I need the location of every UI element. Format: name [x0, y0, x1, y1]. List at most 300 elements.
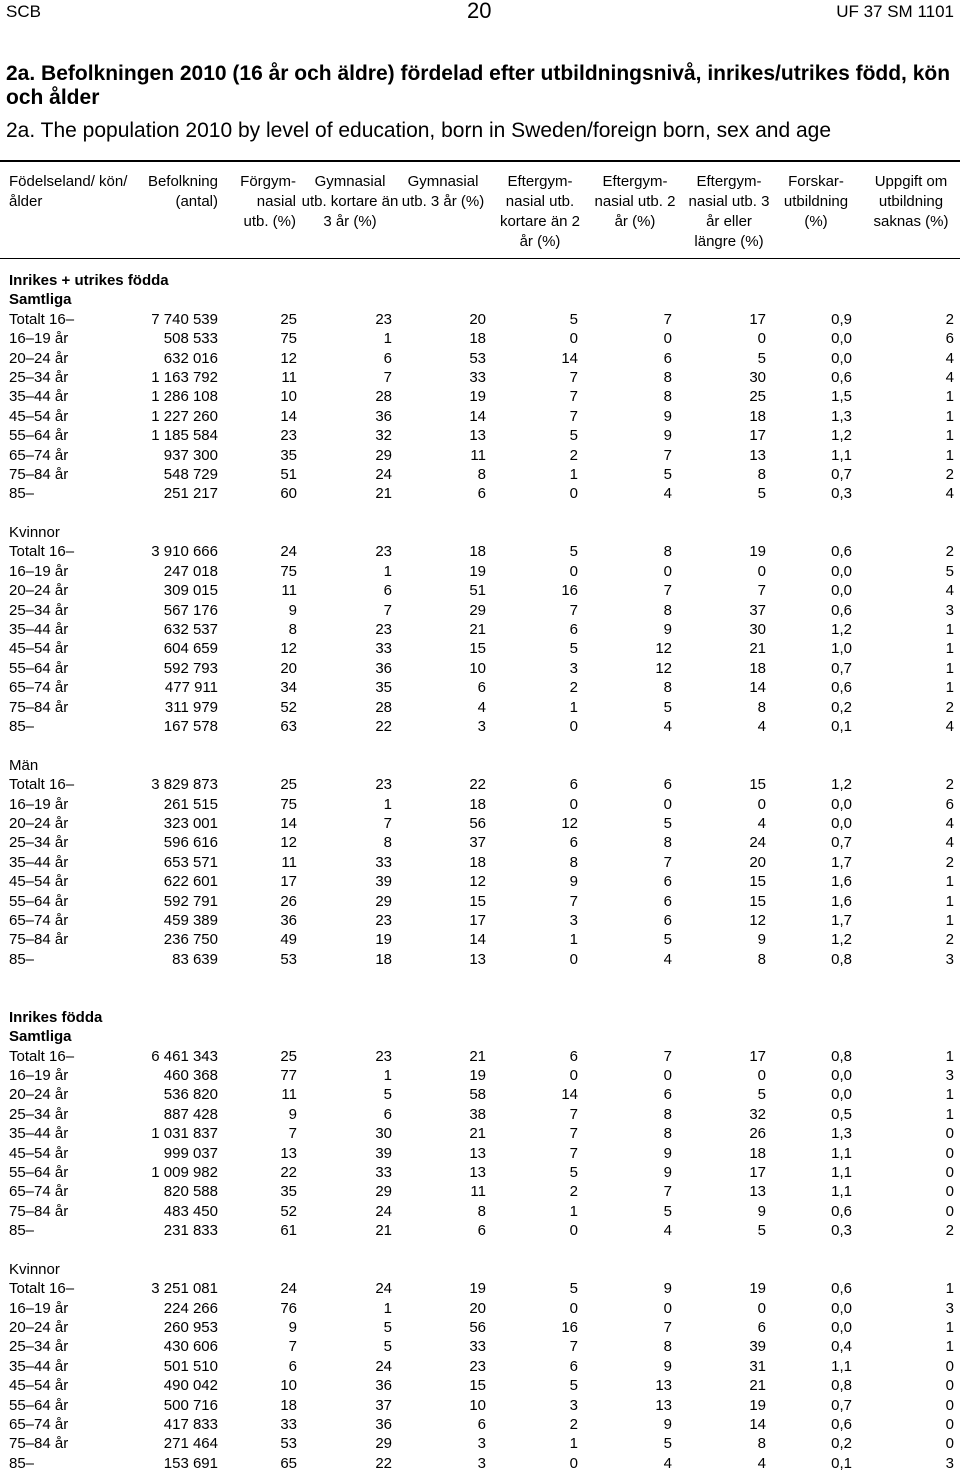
row-label: 45–54 år [9, 1144, 69, 1162]
table-cell: 32 [375, 427, 392, 445]
table-cell: 17 [749, 427, 766, 445]
table-cell: 19 [469, 388, 486, 406]
row-label: 75–84 år [9, 931, 69, 949]
table-cell: 10 [280, 1377, 297, 1395]
table-cell: 0 [945, 1396, 954, 1414]
col-header-upper-sec-3y: Gymnasial utb. 3 år (%) [401, 173, 485, 210]
table-cell: 12 [561, 814, 578, 832]
table-cell: 20 [469, 1299, 486, 1317]
table-cell: 0,6 [831, 1416, 852, 1434]
table-cell: 0 [945, 1357, 954, 1375]
table-cell: 0,0 [831, 582, 852, 600]
table-cell: 309 015 [163, 582, 218, 600]
table-cell: 17 [749, 1047, 766, 1065]
table-cell: 0,3 [831, 1222, 852, 1240]
table-cell: 2 [569, 679, 578, 697]
row-label: 25–34 år [9, 368, 69, 386]
table-cell: 1 [383, 1067, 392, 1085]
table-cell: 3 [569, 659, 578, 677]
table-cell: 11 [281, 582, 297, 600]
table-row [0, 678, 960, 697]
table-cell: 32 [749, 1105, 766, 1123]
table-cell: 21 [469, 621, 486, 639]
table-cell: 7 [569, 1144, 578, 1162]
table-cell: 20 [749, 853, 766, 871]
row-label: 35–44 år [9, 1357, 69, 1375]
table-cell: 1 [945, 427, 954, 445]
col-header-compulsory: Förgym- nasial utb. (%) [240, 173, 296, 230]
table-cell: 75 [280, 562, 297, 580]
table-cell: 5 [569, 1377, 578, 1395]
table-cell: 18 [375, 950, 392, 968]
table-cell: 16 [561, 1319, 578, 1337]
header-top-rule [0, 160, 960, 162]
table-cell: 2 [945, 931, 954, 949]
row-label: 55–64 år [9, 427, 69, 445]
row-label: 45–54 år [9, 407, 69, 425]
table-cell: 20 [469, 310, 486, 328]
table-row [0, 1454, 960, 1473]
table-cell: 26 [749, 1125, 766, 1143]
table-cell: 0 [569, 1222, 578, 1240]
table-cell: 0,7 [831, 465, 852, 483]
table-cell: 323 001 [163, 814, 218, 832]
table-cell: 311 979 [164, 698, 218, 716]
col-header-post-sec-short: Eftergym- nasial utb. kortare än 2 år (%) [499, 173, 581, 250]
table-cell: 1,2 [831, 621, 852, 639]
table-row [0, 601, 960, 620]
row-label: 85– [9, 1454, 35, 1472]
table-cell: 417 833 [163, 1416, 218, 1434]
table-cell: 6 [477, 1416, 486, 1434]
subgroup-heading: Samtliga [9, 291, 72, 309]
table-cell: 8 [477, 465, 486, 483]
table-cell: 23 [375, 543, 392, 561]
table-cell: 4 [945, 834, 954, 852]
table-cell: 1 [383, 562, 392, 580]
table-cell: 16 [561, 582, 578, 600]
table-row [0, 465, 960, 484]
table-cell: 1,6 [831, 892, 852, 910]
table-cell: 1 [569, 1435, 578, 1453]
table-cell: 5 [663, 814, 672, 832]
table-cell: 3 [477, 717, 486, 735]
table-cell: 4 [663, 1222, 672, 1240]
table-row [0, 484, 960, 503]
table-cell: 56 [469, 1319, 486, 1337]
table-cell: 3 [945, 1067, 954, 1085]
row-label: 35–44 år [9, 388, 69, 406]
table-row [0, 620, 960, 639]
table-cell: 77 [280, 1067, 297, 1085]
table-cell: 21 [469, 1125, 486, 1143]
table-cell: 37 [469, 834, 486, 852]
table-cell: 6 [477, 679, 486, 697]
table-cell: 2 [569, 1183, 578, 1201]
table-row [0, 1085, 960, 1104]
table-cell: 33 [469, 1338, 486, 1356]
row-label: 20–24 år [9, 582, 69, 600]
table-cell: 8 [663, 834, 672, 852]
table-cell: 5 [757, 1086, 766, 1104]
table-row [0, 1434, 960, 1453]
table-cell: 23 [375, 1047, 392, 1065]
table-cell: 23 [375, 776, 392, 794]
page-number: 20 [467, 0, 492, 23]
table-cell: 2 [945, 310, 954, 328]
table-cell: 24 [375, 1280, 392, 1298]
table-cell: 3 [945, 1299, 954, 1317]
table-cell: 5 [569, 427, 578, 445]
table-cell: 1 [945, 446, 954, 464]
table-cell: 0,3 [831, 485, 852, 503]
row-label: 55–64 år [9, 1396, 69, 1414]
table-cell: 4 [945, 485, 954, 503]
row-label: 16–19 år [9, 795, 69, 813]
table-cell: 10 [280, 388, 297, 406]
table-cell: 5 [383, 1086, 392, 1104]
table-cell: 0 [945, 1183, 954, 1201]
row-label: 65–74 år [9, 446, 69, 464]
table-cell: 2 [569, 1416, 578, 1434]
table-cell: 4 [477, 698, 486, 716]
table-cell: 17 [749, 1163, 766, 1181]
table-cell: 0,6 [831, 543, 852, 561]
table-cell: 0,9 [831, 310, 852, 328]
table-cell: 167 578 [163, 717, 218, 735]
table-cell: 29 [375, 1183, 392, 1201]
table-cell: 15 [749, 873, 766, 891]
table-cell: 592 793 [163, 659, 218, 677]
table-cell: 937 300 [163, 446, 218, 464]
table-cell: 0,0 [831, 1299, 852, 1317]
table-cell: 8 [288, 621, 297, 639]
table-cell: 6 [569, 621, 578, 639]
table-cell: 820 588 [163, 1183, 218, 1201]
row-label: 25–34 år [9, 601, 69, 619]
table-cell: 1,1 [831, 1144, 852, 1162]
table-cell: 9 [757, 931, 766, 949]
table-cell: 3 [477, 1454, 486, 1472]
table-row [0, 698, 960, 717]
table-cell: 18 [469, 330, 486, 348]
table-cell: 0 [757, 1299, 766, 1317]
table-cell: 29 [469, 601, 486, 619]
row-label: 65–74 år [9, 1183, 69, 1201]
table-cell: 24 [375, 1202, 392, 1220]
row-label: 35–44 år [9, 853, 69, 871]
table-cell: 6 [757, 1319, 766, 1337]
table-cell: 6 [569, 1357, 578, 1375]
table-cell: 39 [375, 873, 392, 891]
table-cell: 247 018 [163, 562, 218, 580]
row-label: 75–84 år [9, 465, 69, 483]
row-label: 85– [9, 485, 35, 503]
row-label: 45–54 år [9, 1377, 69, 1395]
table-cell: 0 [945, 1144, 954, 1162]
table-cell: 39 [375, 1144, 392, 1162]
table-cell: 51 [469, 582, 486, 600]
table-cell: 33 [375, 1163, 392, 1181]
table-cell: 7 [288, 1125, 297, 1143]
row-label: 65–74 år [9, 679, 69, 697]
table-cell: 4 [663, 485, 672, 503]
table-cell: 4 [945, 349, 954, 367]
table-cell: 15 [469, 1377, 486, 1395]
table-cell: 23 [375, 310, 392, 328]
table-cell: 75 [280, 795, 297, 813]
col-header-post-sec-2y: Eftergym- nasial utb. 2 år (%) [594, 173, 676, 230]
table-cell: 1,1 [831, 1163, 852, 1181]
table-cell: 36 [375, 1377, 392, 1395]
table-row [0, 368, 960, 387]
table-cell: 9 [663, 427, 672, 445]
table-cell: 35 [375, 679, 392, 697]
table-cell: 19 [375, 931, 392, 949]
column-headers [0, 172, 960, 258]
table-cell: 6 [945, 330, 954, 348]
table-cell: 14 [469, 407, 486, 425]
table-cell: 34 [280, 679, 297, 697]
table-cell: 13 [655, 1396, 672, 1414]
table-cell: 17 [469, 911, 486, 929]
group-heading: Inrikes + utrikes födda [9, 272, 169, 289]
table-cell: 508 533 [163, 330, 218, 348]
table-row [0, 426, 960, 445]
table-cell: 5 [663, 698, 672, 716]
table-cell: 37 [375, 1396, 392, 1414]
table-cell: 548 729 [163, 465, 218, 483]
table-cell: 1,2 [831, 427, 852, 445]
row-label: 20–24 år [9, 349, 69, 367]
table-cell: 3 910 666 [151, 543, 218, 561]
table-cell: 5 [383, 1338, 392, 1356]
table-cell: 26 [280, 892, 297, 910]
table-cell: 0,6 [831, 368, 852, 386]
table-cell: 8 [757, 1435, 766, 1453]
table-cell: 6 [663, 1086, 672, 1104]
table-cell: 21 [375, 485, 392, 503]
table-cell: 18 [469, 853, 486, 871]
table-cell: 4 [945, 717, 954, 735]
table-cell: 60 [280, 485, 297, 503]
table-cell: 632 537 [163, 621, 218, 639]
section-spacer [0, 504, 960, 523]
row-label: Totalt 16– [9, 1047, 75, 1065]
table-row [0, 1299, 960, 1318]
table-cell: 33 [469, 368, 486, 386]
table-cell: 4 [757, 814, 766, 832]
table-cell: 23 [280, 427, 297, 445]
table-row [0, 1318, 960, 1337]
table-row [0, 1144, 960, 1163]
table-cell: 460 368 [163, 1067, 218, 1085]
table-cell: 596 616 [163, 834, 218, 852]
table-cell: 3 829 873 [151, 776, 218, 794]
table-cell: 17 [749, 310, 766, 328]
table-cell: 6 [663, 892, 672, 910]
table-row [0, 717, 960, 736]
table-cell: 14 [280, 814, 297, 832]
row-label: 20–24 år [9, 814, 69, 832]
table-cell: 58 [469, 1086, 486, 1104]
table-cell: 261 515 [163, 795, 218, 813]
table-cell: 30 [749, 621, 766, 639]
table-cell: 19 [469, 1067, 486, 1085]
row-label: Totalt 16– [9, 310, 75, 328]
table-cell: 7 [383, 814, 392, 832]
table-cell: 6 [663, 349, 672, 367]
table-cell: 271 464 [163, 1435, 218, 1453]
table-cell: 0,1 [831, 717, 852, 735]
table-cell: 6 [569, 776, 578, 794]
table-cell: 7 [663, 1047, 672, 1065]
table-cell: 9 [663, 1144, 672, 1162]
row-label: 55–64 år [9, 1163, 69, 1181]
table-cell: 1,2 [831, 931, 852, 949]
table-cell: 21 [749, 640, 766, 658]
row-label: 25–34 år [9, 1338, 69, 1356]
table-row [0, 407, 960, 426]
table-cell: 14 [561, 349, 578, 367]
table-cell: 1 [945, 911, 954, 929]
table-cell: 24 [280, 543, 297, 561]
table-cell: 5 [757, 349, 766, 367]
table-cell: 75 [280, 330, 297, 348]
table-row [0, 1105, 960, 1124]
table-cell: 39 [749, 1338, 766, 1356]
table-cell: 6 [288, 1357, 297, 1375]
table-cell: 1 [945, 1105, 954, 1123]
table-cell: 61 [280, 1222, 297, 1240]
row-label: 16–19 år [9, 562, 69, 580]
table-cell: 7 [569, 407, 578, 425]
table-cell: 76 [280, 1299, 297, 1317]
table-cell: 7 [569, 1105, 578, 1123]
table-cell: 3 [945, 1454, 954, 1472]
table-cell: 6 [569, 834, 578, 852]
table-cell: 56 [469, 814, 486, 832]
table-cell: 12 [280, 640, 297, 658]
table-row [0, 1357, 960, 1376]
table-cell: 24 [280, 1280, 297, 1298]
table-cell: 7 [757, 582, 766, 600]
table-cell: 5 [383, 1319, 392, 1337]
table-cell: 3 [569, 1396, 578, 1414]
table-cell: 5 [569, 310, 578, 328]
table-cell: 0 [663, 1299, 672, 1317]
table-cell: 9 [663, 1416, 672, 1434]
table-cell: 0 [945, 1125, 954, 1143]
row-label: 85– [9, 717, 35, 735]
table-cell: 6 461 343 [151, 1047, 218, 1065]
row-label: 55–64 år [9, 892, 69, 910]
table-cell: 6 [477, 1222, 486, 1240]
table-cell: 0,8 [831, 950, 852, 968]
table-cell: 0,0 [831, 1086, 852, 1104]
table-cell: 0,0 [831, 349, 852, 367]
table-cell: 15 [469, 892, 486, 910]
table-cell: 53 [469, 349, 486, 367]
table-cell: 0 [945, 1435, 954, 1453]
table-cell: 49 [280, 931, 297, 949]
table-cell: 7 [663, 1319, 672, 1337]
table-cell: 1 [945, 1319, 954, 1337]
table-cell: 7 [569, 601, 578, 619]
table-cell: 1,1 [831, 1183, 852, 1201]
table-cell: 29 [375, 892, 392, 910]
table-cell: 36 [280, 911, 297, 929]
row-label: 75–84 år [9, 1435, 69, 1453]
table-cell: 6 [383, 582, 392, 600]
table-cell: 13 [749, 446, 766, 464]
table-row [0, 795, 960, 814]
table-cell: 3 251 081 [151, 1280, 218, 1298]
table-row [0, 659, 960, 678]
table-cell: 0,0 [831, 795, 852, 813]
table-row [0, 814, 960, 833]
table-cell: 1,1 [831, 446, 852, 464]
table-cell: 5 [757, 485, 766, 503]
row-label: Totalt 16– [9, 543, 75, 561]
table-cell: 25 [280, 1047, 297, 1065]
table-cell: 0 [945, 1416, 954, 1434]
table-cell: 604 659 [163, 640, 218, 658]
table-cell: 37 [749, 601, 766, 619]
table-cell: 0 [757, 330, 766, 348]
table-cell: 22 [280, 1163, 297, 1181]
table-cell: 1,6 [831, 873, 852, 891]
row-label: 16–19 år [9, 1299, 69, 1317]
table-row [0, 446, 960, 465]
table-cell: 8 [663, 368, 672, 386]
table-cell: 18 [749, 659, 766, 677]
table-cell: 224 266 [163, 1299, 218, 1317]
table-cell: 6 [477, 485, 486, 503]
table-cell: 7 [288, 1338, 297, 1356]
table-cell: 13 [280, 1144, 297, 1162]
table-cell: 7 [663, 1183, 672, 1201]
table-cell: 1,3 [831, 407, 852, 425]
col-header-origin: Födelseland/ kön/ålder [9, 173, 128, 210]
table-row [0, 349, 960, 368]
col-header-population: Befolkning (antal) [147, 173, 218, 210]
table-cell: 9 [288, 1319, 297, 1337]
table-cell: 28 [375, 698, 392, 716]
table-cell: 12 [655, 659, 672, 677]
table-cell: 1 031 837 [151, 1125, 218, 1143]
table-row [0, 950, 960, 969]
table-cell: 1,0 [831, 640, 852, 658]
table-cell: 0 [663, 795, 672, 813]
table-cell: 0 [569, 1299, 578, 1317]
table-cell: 18 [469, 795, 486, 813]
table-cell: 477 911 [164, 679, 218, 697]
table-cell: 2 [945, 853, 954, 871]
table-cell: 2 [945, 698, 954, 716]
table-cell: 36 [375, 1416, 392, 1434]
table-cell: 0 [569, 330, 578, 348]
table-cell: 1 163 792 [151, 368, 218, 386]
table-cell: 1 227 260 [151, 407, 218, 425]
table-cell: 5 [663, 931, 672, 949]
table-cell: 5 [945, 562, 954, 580]
table-cell: 1 [569, 931, 578, 949]
table-cell: 0 [569, 1067, 578, 1085]
table-cell: 9 [288, 1105, 297, 1123]
row-label: 25–34 år [9, 1105, 69, 1123]
table-cell: 6 [663, 873, 672, 891]
